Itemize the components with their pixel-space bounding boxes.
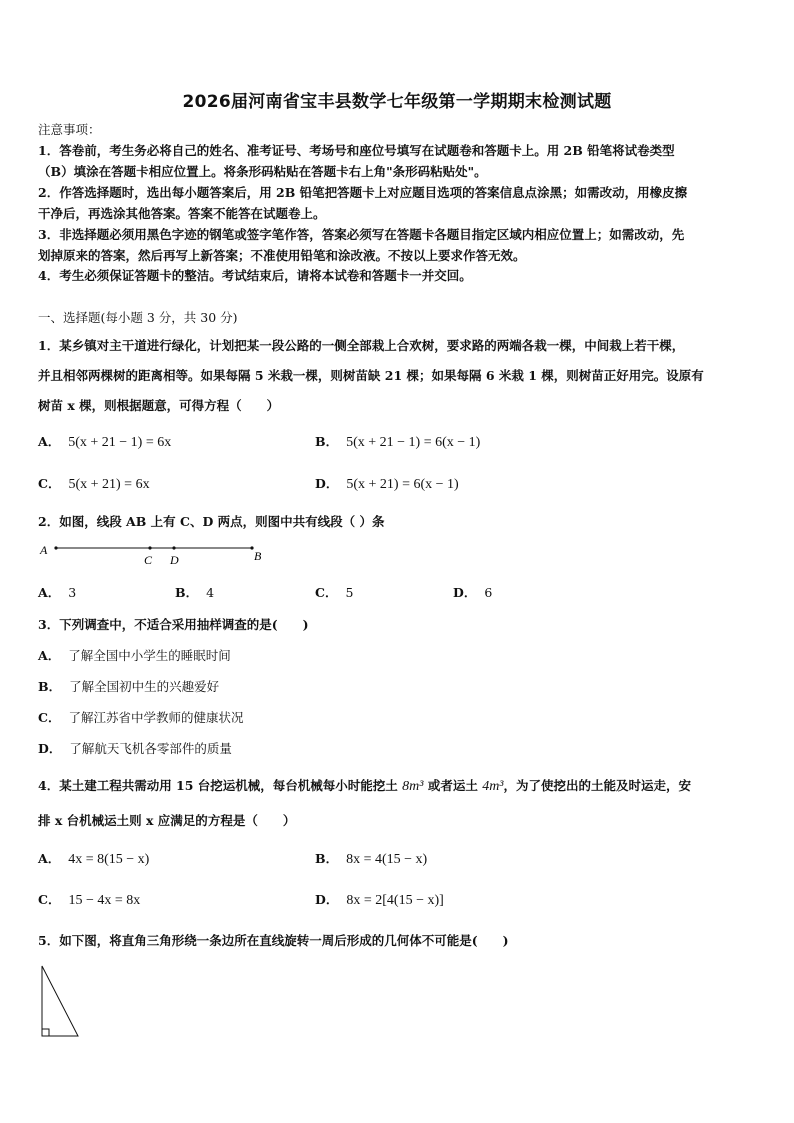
option-label: D． bbox=[315, 476, 339, 491]
option-label: A． bbox=[38, 648, 61, 663]
option-label: C． bbox=[38, 476, 61, 491]
q2-option-b[interactable] bbox=[175, 583, 214, 601]
triangle-outline bbox=[42, 966, 78, 1036]
q4-unit-carry: 4m³ bbox=[482, 779, 504, 794]
point-c-label: C bbox=[144, 553, 153, 567]
q2-option-c[interactable] bbox=[315, 583, 353, 601]
option-formula: 15 − 4x = 8x bbox=[68, 893, 141, 908]
page-title: 2026届河南省宝丰县数学七年级第一学期期末检测试题 bbox=[182, 92, 612, 112]
point-d-dot bbox=[172, 546, 175, 549]
q3-option-b[interactable] bbox=[38, 677, 219, 695]
option-text: 5 bbox=[345, 585, 354, 600]
option-label: B． bbox=[315, 851, 339, 866]
option-label: A． bbox=[38, 434, 61, 449]
q3-option-a[interactable] bbox=[38, 646, 231, 664]
q4-stem-line: 排 x 台机械运土则 x 应满足的方程是（ ） bbox=[38, 813, 296, 828]
q4-unit-dig: 8m³ bbox=[402, 779, 424, 794]
point-b-label: B bbox=[254, 549, 262, 563]
option-text: 了解全国中小学生的睡眠时间 bbox=[68, 648, 231, 663]
q4-option-b[interactable] bbox=[315, 849, 427, 868]
q1-option-d[interactable] bbox=[315, 474, 459, 493]
option-formula: 5(x + 21) = 6(x − 1) bbox=[346, 477, 459, 492]
option-formula: 5(x + 21) = 6x bbox=[68, 477, 150, 492]
option-text: 了解全国初中生的兴趣爱好 bbox=[69, 679, 220, 694]
point-c-dot bbox=[148, 546, 151, 549]
q4-option-a[interactable] bbox=[38, 849, 149, 868]
notice-line: 2．作答选择题时，选出每小题答案后，用 2B 铅笔把答题卡上对应题目选项的答案信息点涂黑；如需改动，用橡皮擦 bbox=[38, 185, 688, 200]
q4-stem-line bbox=[38, 776, 691, 795]
option-text: 了解江苏省中学教师的健康状况 bbox=[68, 710, 244, 725]
option-label: A． bbox=[38, 585, 61, 600]
q4-option-d[interactable] bbox=[315, 890, 444, 909]
option-formula: 4x = 8(15 − x) bbox=[68, 852, 150, 867]
q3-stem: 3．下列调查中，不适合采用抽样调查的是( ) bbox=[38, 617, 309, 632]
option-text: 4 bbox=[206, 585, 215, 600]
option-formula: 8x = 2[4(15 − x)] bbox=[346, 893, 444, 908]
notice-heading: 注意事项： bbox=[38, 122, 101, 137]
option-label: D． bbox=[315, 892, 339, 907]
segment-diagram bbox=[38, 540, 278, 568]
option-label: C． bbox=[315, 585, 338, 600]
q1-stem-line: 树苗 x 棵，则根据题意，可得方程（ ） bbox=[38, 398, 280, 413]
q2-option-d[interactable] bbox=[453, 583, 492, 601]
option-label: D． bbox=[38, 741, 62, 756]
q5-stem: 5．如下图，将直角三角形绕一条边所在直线旋转一周后形成的几何体不可能是( ) bbox=[38, 933, 509, 948]
notice-line: 1．答卷前，考生务必将自己的姓名、准考证号、考场号和座位号填写在试题卷和答题卡上。用 2B 铅笔将试卷类型 bbox=[38, 143, 675, 158]
option-formula: 5(x + 21 − 1) = 6(x − 1) bbox=[346, 435, 481, 450]
point-a-label: A bbox=[40, 543, 48, 557]
option-label: C． bbox=[38, 892, 61, 907]
q2-stem: 2．如图，线段 AB 上有 C、D 两点，则图中共有线段（ ）条 bbox=[38, 514, 385, 529]
option-text: 6 bbox=[484, 585, 493, 600]
q1-option-a[interactable] bbox=[38, 432, 171, 451]
section-heading: 一、选择题(每小题 3 分，共 30 分) bbox=[38, 310, 238, 325]
q1-option-c[interactable] bbox=[38, 474, 150, 493]
point-a-dot bbox=[54, 546, 57, 549]
q1-stem-line: 并且相邻两棵树的距离相等。如果每隔 5 米栽一棵，则树苗缺 21 棵；如果每隔 6 米栽 1 棵，则树苗正好用完。设原有 bbox=[38, 368, 704, 383]
q4-option-c[interactable] bbox=[38, 890, 140, 909]
notice-line: 干净后，再选涂其他答案。答案不能答在试题卷上。 bbox=[38, 206, 326, 221]
option-label: C． bbox=[38, 710, 61, 725]
q3-option-c[interactable] bbox=[38, 708, 243, 726]
option-formula: 8x = 4(15 − x) bbox=[346, 852, 428, 867]
option-label: D． bbox=[453, 585, 477, 600]
notice-line: （B）填涂在答题卡相应位置上。将条形码粘贴在答题卡右上角"条形码粘贴处"。 bbox=[38, 164, 487, 179]
option-label: B． bbox=[315, 434, 339, 449]
right-triangle-figure bbox=[38, 962, 84, 1042]
notice-line: 4．考生必须保证答题卡的整洁。考试结束后，请将本试卷和答题卡一并交回。 bbox=[38, 268, 472, 283]
q1-stem-line: 1．某乡镇对主干道进行绿化，计划把某一段公路的一侧全部栽上合欢树，要求路的两端各栽一棵，中间栽上若干棵， bbox=[38, 338, 685, 353]
q1-option-b[interactable] bbox=[315, 432, 480, 451]
q2-option-a[interactable] bbox=[38, 583, 76, 601]
q4-text: 4．某土建工程共需动用 15 台挖运机械，每台机械每小时能挖土 bbox=[38, 778, 403, 793]
q4-text: ，为了使挖出的土能及时运走，安 bbox=[503, 778, 692, 793]
q4-text: 或者运土 bbox=[423, 778, 483, 793]
option-text: 3 bbox=[68, 585, 77, 600]
point-d-label: D bbox=[170, 553, 179, 567]
notice-line: 划掉原来的答案，然后再写上新答案；不准使用铅笔和涂改液。不按以上要求作答无效。 bbox=[38, 248, 526, 263]
q3-option-d[interactable] bbox=[38, 739, 232, 757]
notice-line: 3．非选择题必须用黑色字迹的钢笔或签字笔作答，答案必须写在答题卡各题目指定区域内相应位置上；如需改动，先 bbox=[38, 227, 685, 242]
option-label: B． bbox=[38, 679, 62, 694]
option-text: 了解航天飞机各零部件的质量 bbox=[69, 741, 232, 756]
option-label: B． bbox=[175, 585, 199, 600]
option-label: A． bbox=[38, 851, 61, 866]
option-formula: 5(x + 21 − 1) = 6x bbox=[68, 435, 172, 450]
right-angle-mark bbox=[42, 1029, 49, 1036]
